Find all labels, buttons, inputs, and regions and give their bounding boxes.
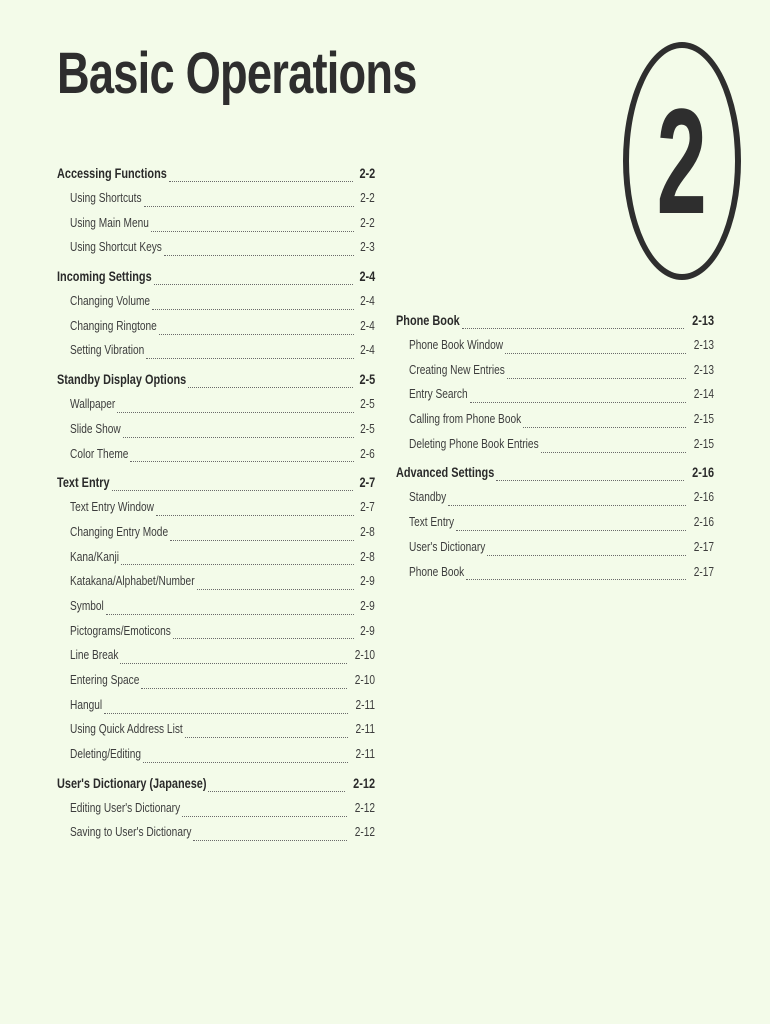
toc-entry-label: Color Theme (70, 445, 129, 461)
toc-page-number: 2-7 (360, 499, 375, 515)
toc-page-number: 2-10 (354, 672, 375, 687)
dot-leader (130, 461, 354, 462)
toc-entry[interactable] (396, 514, 714, 539)
toc-entry[interactable] (57, 623, 375, 648)
toc-entry-label: Saving to User's Dictionary (70, 824, 192, 840)
dot-leader (146, 358, 354, 359)
toc-entry[interactable] (57, 293, 375, 318)
toc-section (57, 371, 375, 470)
toc-entry-label: Phone Book Window (409, 337, 504, 352)
toc-page-number: 2-5 (359, 371, 375, 388)
toc-entry-label: User's Dictionary (Japanese) (57, 774, 207, 791)
toc-entry[interactable] (57, 549, 375, 574)
dot-leader (182, 816, 347, 817)
toc-page-number: 2-2 (360, 190, 375, 205)
toc-entry-label: Text Entry (409, 514, 455, 530)
toc-entry-label: Using Shortcut Keys (70, 239, 162, 255)
toc-page-number: 2-2 (359, 165, 375, 181)
dot-leader (541, 452, 686, 453)
dot-leader (448, 505, 686, 506)
toc-page-number: 2-16 (693, 489, 714, 505)
toc-page-number: 2-9 (360, 622, 375, 638)
toc-section-heading[interactable] (396, 312, 714, 337)
toc-page-number: 2-16 (693, 514, 714, 530)
toc-left-column (57, 165, 375, 853)
toc-entry[interactable] (57, 746, 375, 771)
toc-entry[interactable] (57, 239, 375, 264)
dot-leader (112, 490, 353, 491)
toc-page-number: 2-6 (360, 445, 375, 461)
toc-entry[interactable] (396, 411, 714, 436)
dot-leader (173, 638, 354, 639)
toc-page-number: 2-5 (360, 396, 375, 412)
dot-leader (156, 515, 354, 516)
toc-entry-label: Phone Book (409, 563, 465, 579)
dot-leader (104, 713, 348, 714)
toc-entry-label: Advanced Settings (396, 464, 495, 481)
toc-entry[interactable] (57, 446, 375, 471)
toc-page-number: 2-4 (359, 268, 375, 285)
toc-page-number: 2-13 (693, 361, 714, 377)
toc-section-heading[interactable] (57, 371, 375, 396)
toc-entry-label: Using Quick Address List (70, 721, 183, 737)
dot-leader (193, 840, 347, 841)
toc-entry-label: Phone Book (396, 312, 460, 328)
dot-leader (507, 378, 686, 379)
dot-leader (487, 555, 686, 556)
toc-section-heading[interactable] (396, 464, 714, 489)
toc-entry[interactable] (57, 824, 375, 849)
toc-page-number: 2-9 (360, 597, 375, 613)
toc-entry-label: Incoming Settings (57, 268, 152, 285)
toc-entry-label: Kana/Kanji (70, 548, 120, 564)
toc-section-heading[interactable] (57, 474, 375, 499)
toc-entry-label: Deleting Phone Book Entries (409, 435, 539, 451)
dot-leader (188, 387, 353, 388)
toc-page-number: 2-17 (693, 538, 714, 554)
dot-leader (496, 480, 684, 481)
toc-page-number: 2-2 (360, 214, 375, 230)
toc-entry-label: Symbol (70, 597, 104, 613)
toc-entry-label: Editing User's Dictionary (70, 799, 181, 815)
toc-entry[interactable] (57, 190, 375, 215)
toc-entry[interactable] (57, 672, 375, 697)
toc-page-number: 2-11 (355, 696, 375, 712)
toc-page-number: 2-15 (693, 435, 714, 451)
toc-page-number: 2-10 (354, 647, 375, 663)
toc-entry-label: Katakana/Alphabet/Number (70, 573, 195, 589)
dot-leader (120, 663, 347, 664)
toc-entry[interactable] (57, 215, 375, 240)
dot-leader (505, 353, 686, 354)
toc-page-number: 2-4 (360, 293, 375, 309)
toc-entry-label: Pictograms/Emoticons (70, 622, 171, 638)
toc-entry-label: Changing Ringtone (70, 317, 157, 333)
chapter-badge (623, 42, 741, 280)
toc-entry[interactable] (57, 499, 375, 524)
dot-leader (170, 540, 354, 541)
toc-entry[interactable] (57, 396, 375, 421)
toc-entry-label: Line Break (70, 647, 119, 663)
dot-leader (523, 427, 686, 428)
dot-leader (117, 412, 354, 413)
toc-page-number: 2-9 (360, 573, 375, 589)
toc-entry-label: Using Shortcuts (70, 190, 142, 205)
toc-page-number: 2-11 (355, 721, 375, 737)
toc-entry-label: Standby (409, 489, 447, 505)
dot-leader (462, 328, 684, 329)
dot-leader (143, 762, 348, 763)
toc-page-number: 2-8 (360, 548, 375, 564)
toc-right-column (396, 312, 714, 592)
toc-page-number: 2-17 (693, 563, 714, 579)
toc-section (396, 464, 714, 588)
dot-leader (208, 791, 345, 792)
toc-entry[interactable] (396, 539, 714, 564)
dot-leader (106, 614, 354, 615)
toc-page-number: 2-13 (693, 337, 714, 352)
toc-page-number: 2-11 (355, 746, 375, 762)
toc-entry[interactable] (57, 697, 375, 722)
toc-entry-label: Accessing Functions (57, 165, 167, 181)
toc-entry-label: Text Entry Window (70, 499, 154, 515)
toc-page-number: 2-13 (692, 312, 714, 328)
chapter-number: 2 (656, 77, 708, 245)
toc-entry-label: Standby Display Options (57, 371, 187, 388)
dot-leader (144, 206, 355, 207)
toc-entry-label: Entering Space (70, 672, 140, 687)
dot-leader (154, 284, 353, 285)
toc-entry[interactable] (57, 342, 375, 367)
toc-page-number: 2-7 (359, 474, 375, 491)
toc-section (57, 268, 375, 367)
toc-entry[interactable] (57, 318, 375, 343)
toc-entry-label: Changing Entry Mode (70, 523, 169, 539)
toc-page-number: 2-12 (354, 799, 375, 815)
dot-leader (164, 255, 354, 256)
dot-leader (466, 579, 686, 580)
toc-section (57, 474, 375, 771)
toc-entry-label: Deleting/Editing (70, 746, 142, 762)
dot-leader (169, 181, 353, 182)
dot-leader (159, 334, 354, 335)
toc-page-number: 2-14 (693, 386, 714, 402)
toc-entry[interactable] (57, 800, 375, 825)
toc-entry[interactable] (57, 598, 375, 623)
toc-entry-label: Slide Show (70, 420, 121, 436)
toc-page-number: 2-4 (360, 342, 375, 358)
toc-entry[interactable] (57, 524, 375, 549)
toc-entry-label: User's Dictionary (409, 538, 486, 554)
toc-page-number: 2-5 (360, 420, 375, 436)
dot-leader (121, 564, 354, 565)
toc-entry-label: Calling from Phone Book (409, 411, 522, 427)
toc-section-heading[interactable] (57, 775, 375, 800)
toc-entry-label: Changing Volume (70, 293, 151, 309)
toc-page-number: 2-15 (693, 411, 714, 427)
toc-entry-label: Text Entry (57, 474, 110, 491)
toc-entry-label: Setting Vibration (70, 342, 145, 358)
toc-entry[interactable] (57, 573, 375, 598)
toc-page-number: 2-12 (354, 824, 375, 840)
toc-entry[interactable] (57, 647, 375, 672)
toc-page-number: 2-4 (360, 317, 375, 333)
toc-entry[interactable] (396, 337, 714, 362)
toc-entry[interactable] (396, 489, 714, 514)
page-title: Basic Operations (57, 41, 417, 106)
dot-leader (123, 437, 354, 438)
toc-section-heading[interactable] (57, 165, 375, 190)
toc-entry-label: Hangul (70, 696, 103, 712)
dot-leader (470, 402, 686, 403)
toc-entry-label: Creating New Entries (409, 361, 505, 377)
toc-section-heading[interactable] (57, 268, 375, 293)
toc-entry-label: Using Main Menu (70, 214, 149, 230)
toc-page-number: 2-12 (353, 774, 375, 791)
toc-page-number: 2-8 (360, 523, 375, 539)
toc-section (396, 312, 714, 460)
toc-entry-label: Entry Search (409, 386, 468, 402)
dot-leader (151, 231, 354, 232)
dot-leader (197, 589, 355, 590)
toc-section (57, 775, 375, 849)
toc-entry[interactable] (396, 386, 714, 411)
toc-entry[interactable] (396, 362, 714, 387)
dot-leader (141, 688, 347, 689)
toc-entry[interactable] (396, 436, 714, 461)
toc-entry[interactable] (396, 564, 714, 589)
toc-entry[interactable] (57, 721, 375, 746)
toc-entry-label: Wallpaper (70, 396, 116, 412)
toc-section (57, 165, 375, 264)
dot-leader (152, 309, 354, 310)
toc-page-number: 2-16 (692, 464, 714, 481)
dot-leader (456, 530, 686, 531)
dot-leader (185, 737, 348, 738)
toc-page-number: 2-3 (360, 239, 375, 255)
toc-entry[interactable] (57, 421, 375, 446)
